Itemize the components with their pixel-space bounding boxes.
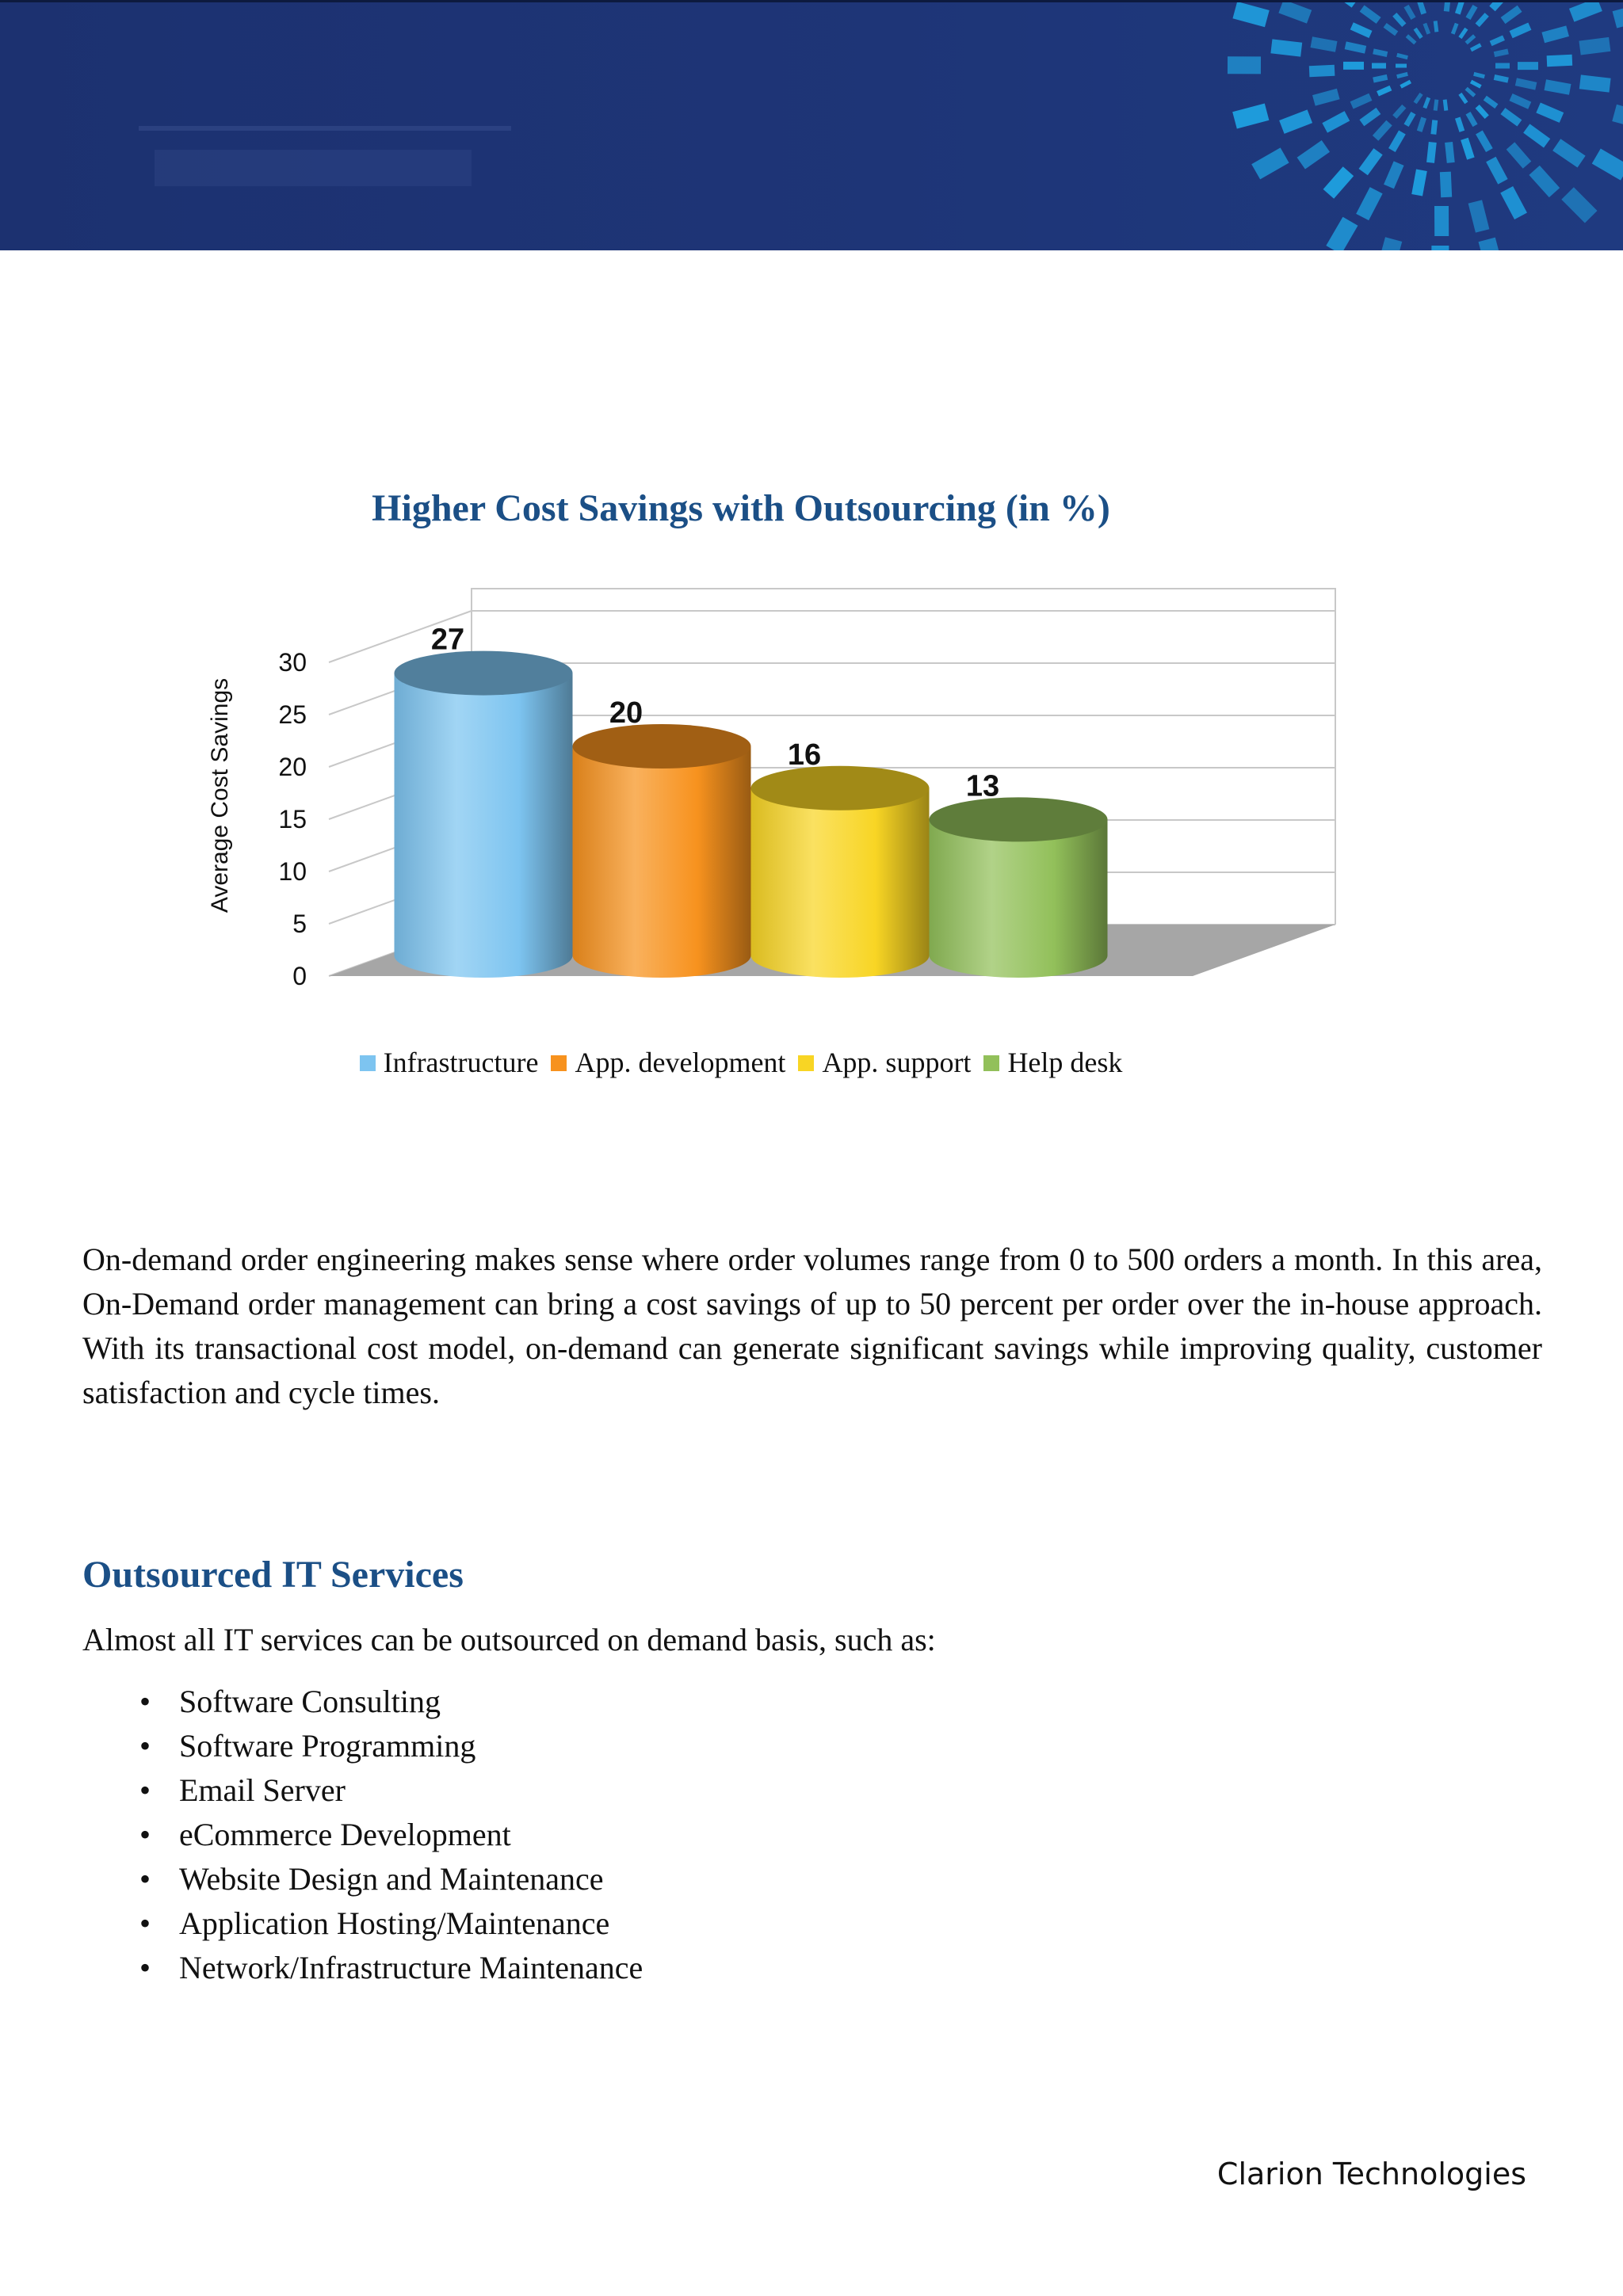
burst-segment — [1359, 148, 1383, 175]
y-tick-label: 20 — [278, 753, 307, 781]
burst-segment — [1434, 99, 1439, 110]
burst-segment — [1444, 0, 1451, 12]
header-watermark-logo — [139, 121, 511, 200]
burst-segment — [1552, 139, 1586, 167]
data-label: 27 — [430, 623, 465, 657]
burst-segment — [1479, 238, 1504, 250]
burst-segment — [1500, 108, 1522, 126]
burst-segment — [1547, 55, 1573, 67]
list-item: • Website Design and Maintenance — [82, 1857, 643, 1901]
burst-segment — [1360, 6, 1381, 24]
y-tick-label: 15 — [278, 805, 307, 833]
burst-segment — [1473, 72, 1485, 78]
chart-title: Higher Cost Savings with Outsourcing (in %) — [372, 487, 1110, 529]
burst-segment — [1536, 102, 1564, 122]
burst-segment — [1484, 96, 1499, 109]
legend-swatch — [983, 1055, 999, 1071]
burst-segment — [1297, 140, 1330, 170]
burst-segment — [1458, 28, 1468, 39]
burst-segment — [1470, 43, 1482, 51]
burst-segment — [1388, 0, 1406, 1]
burst-segment — [1458, 93, 1468, 104]
burst-segment — [1569, 0, 1602, 22]
burst-segment — [1350, 93, 1373, 109]
chart-legend — [0, 1046, 1482, 1079]
burst-segment — [1331, 0, 1358, 8]
burst-segment — [1465, 87, 1476, 97]
burst-segment — [1411, 169, 1427, 196]
burst-segment — [1388, 130, 1406, 152]
burst-segment — [1373, 74, 1388, 83]
burst-segment — [1509, 93, 1531, 109]
burst-segment — [1445, 142, 1455, 163]
section-intro: Almost all IT services can be outsourced on demand basis, such as: — [82, 1622, 936, 1657]
burst-segment — [1495, 63, 1510, 69]
legend-item — [360, 1046, 539, 1079]
burst-segment — [1465, 112, 1477, 127]
y-tick-label: 30 — [278, 648, 307, 677]
y-tick-label: 10 — [278, 857, 307, 886]
burst-segment — [1579, 37, 1610, 55]
legend-swatch — [798, 1055, 814, 1071]
burst-segment — [1612, 105, 1623, 130]
bar-infrastructure — [395, 651, 573, 978]
burst-segment — [1455, 0, 1465, 14]
burst-segment — [1323, 166, 1354, 198]
burst-segment — [1278, 0, 1312, 24]
burst-segment — [1396, 64, 1407, 68]
burst-segment — [1356, 187, 1382, 220]
burst-segment — [1529, 166, 1560, 197]
footer-company-name: Clarion Technologies — [1216, 2157, 1526, 2191]
burst-segment — [1431, 246, 1449, 250]
burst-segment — [1470, 80, 1482, 89]
legend-label: Infrastructure — [383, 1047, 539, 1078]
body-paragraph: On-demand order engineering makes sense where order volumes range from 0 to 500 orders a month. In this area, On-Demand order management can bring a cost savings of up to 50 percent per order over the in-house approach. With its transactional cost model, on-demand can generate significant savings while improving quality, customer satisfaction and cycle times. — [82, 1241, 1542, 1410]
burst-segment — [1579, 74, 1611, 92]
burst-segment — [1461, 138, 1475, 160]
burst-segment — [1400, 80, 1411, 89]
burst-segment — [1434, 21, 1439, 32]
burst-segment — [1507, 142, 1532, 168]
burst-segment — [1440, 172, 1452, 198]
burst-segment — [1373, 48, 1388, 57]
bar-app-support — [751, 766, 930, 978]
legend-label: Help desk — [1007, 1047, 1123, 1078]
burst-segment — [1326, 217, 1358, 250]
burst-segment — [1417, 0, 1426, 14]
burst-segment — [1541, 25, 1569, 43]
burst-segment — [1465, 5, 1477, 20]
list-item: • Software Consulting — [82, 1680, 643, 1724]
burst-segment — [1561, 187, 1597, 223]
legend-swatch — [360, 1055, 376, 1071]
legend-item — [983, 1046, 1122, 1079]
burst-segment — [1490, 35, 1505, 46]
data-label: 16 — [787, 738, 822, 772]
burst-segment — [1414, 93, 1423, 104]
legend-item — [551, 1046, 785, 1079]
burst-segment — [1377, 237, 1402, 250]
burst-segment — [1232, 2, 1269, 27]
section-heading: Outsourced IT Services — [82, 1554, 464, 1596]
y-tick-label: 25 — [278, 700, 307, 729]
list-item: • Email Server — [82, 1768, 643, 1813]
burst-segment — [1510, 23, 1532, 39]
burst-segment — [1406, 34, 1417, 44]
burst-segment — [1312, 89, 1340, 106]
burst-segment — [1544, 79, 1571, 95]
legend-label: App. development — [575, 1047, 786, 1078]
burst-segment — [1228, 56, 1261, 74]
burst-segment — [1403, 112, 1415, 127]
burst-segment — [1430, 120, 1438, 135]
burst-segment — [1494, 49, 1509, 58]
burst-segment — [1251, 147, 1289, 179]
burst-segment — [1373, 120, 1392, 141]
burst-segment — [1465, 34, 1476, 44]
burst-segment — [1426, 142, 1437, 163]
burst-segment — [1372, 63, 1386, 69]
y-axis-label: Average Cost Savings — [207, 677, 233, 913]
burst-segment — [1396, 72, 1408, 78]
burst-segment — [1359, 108, 1381, 126]
burst-segment — [1515, 78, 1537, 90]
services-list — [82, 1680, 643, 1990]
cost-savings-chart — [190, 578, 1379, 990]
list-item: • Network/Infrastructure Maintenance — [82, 1946, 643, 1990]
bar-app-development — [573, 724, 751, 978]
burst-segment — [1345, 41, 1367, 53]
burst-segment — [1434, 206, 1449, 236]
legend-label: App. support — [822, 1047, 972, 1078]
burst-segment — [1423, 97, 1430, 109]
burst-segment — [1500, 186, 1527, 219]
burst-segment — [1384, 161, 1403, 189]
burst-segment — [1403, 5, 1415, 20]
y-tick-label: 0 — [292, 962, 307, 990]
burst-segment — [1455, 117, 1465, 132]
burst-segment — [1350, 22, 1373, 38]
legend-item — [798, 1046, 971, 1079]
burst-segment — [1592, 149, 1623, 181]
burst-segment — [1451, 23, 1459, 35]
list-item: • eCommerce Development — [82, 1813, 643, 1857]
burst-segment — [1518, 62, 1538, 70]
burst-segment — [1309, 65, 1335, 77]
header-band — [0, 0, 1623, 250]
legend-swatch — [551, 1055, 567, 1071]
burst-segment — [1232, 104, 1269, 129]
burst-segment — [1377, 86, 1392, 97]
burst-segment — [1417, 117, 1426, 132]
burst-segment — [1322, 111, 1350, 132]
burst-segment — [1270, 39, 1302, 56]
burst-segment — [1310, 36, 1337, 52]
radial-burst-graphic — [1179, 0, 1623, 250]
data-label: 20 — [609, 696, 643, 730]
burst-segment — [1494, 74, 1509, 83]
burst-segment — [1279, 109, 1312, 133]
burst-segment — [1414, 28, 1423, 39]
list-item: • Application Hosting/Maintenance — [82, 1901, 643, 1946]
burst-segment — [1468, 200, 1490, 232]
burst-segment — [1523, 124, 1550, 147]
burst-segment — [1489, 0, 1509, 11]
burst-segment — [1423, 23, 1430, 35]
y-tick-label: 5 — [292, 910, 307, 938]
burst-segment — [1392, 105, 1406, 119]
burst-segment — [1443, 99, 1449, 110]
burst-segment — [1392, 13, 1406, 27]
burst-segment — [1476, 105, 1489, 119]
data-label: 13 — [965, 769, 1000, 803]
burst-segment — [1501, 6, 1522, 24]
burst-segment — [1476, 131, 1493, 153]
burst-segment — [1476, 13, 1489, 27]
burst-segment — [1396, 53, 1408, 59]
list-item: • Software Programming — [82, 1724, 643, 1768]
bar-help-desk — [930, 797, 1108, 978]
burst-segment — [1384, 23, 1399, 36]
burst-segment — [1486, 157, 1507, 185]
burst-segment — [1613, 3, 1623, 29]
burst-segment — [1476, 0, 1493, 2]
burst-segment — [1343, 62, 1364, 70]
